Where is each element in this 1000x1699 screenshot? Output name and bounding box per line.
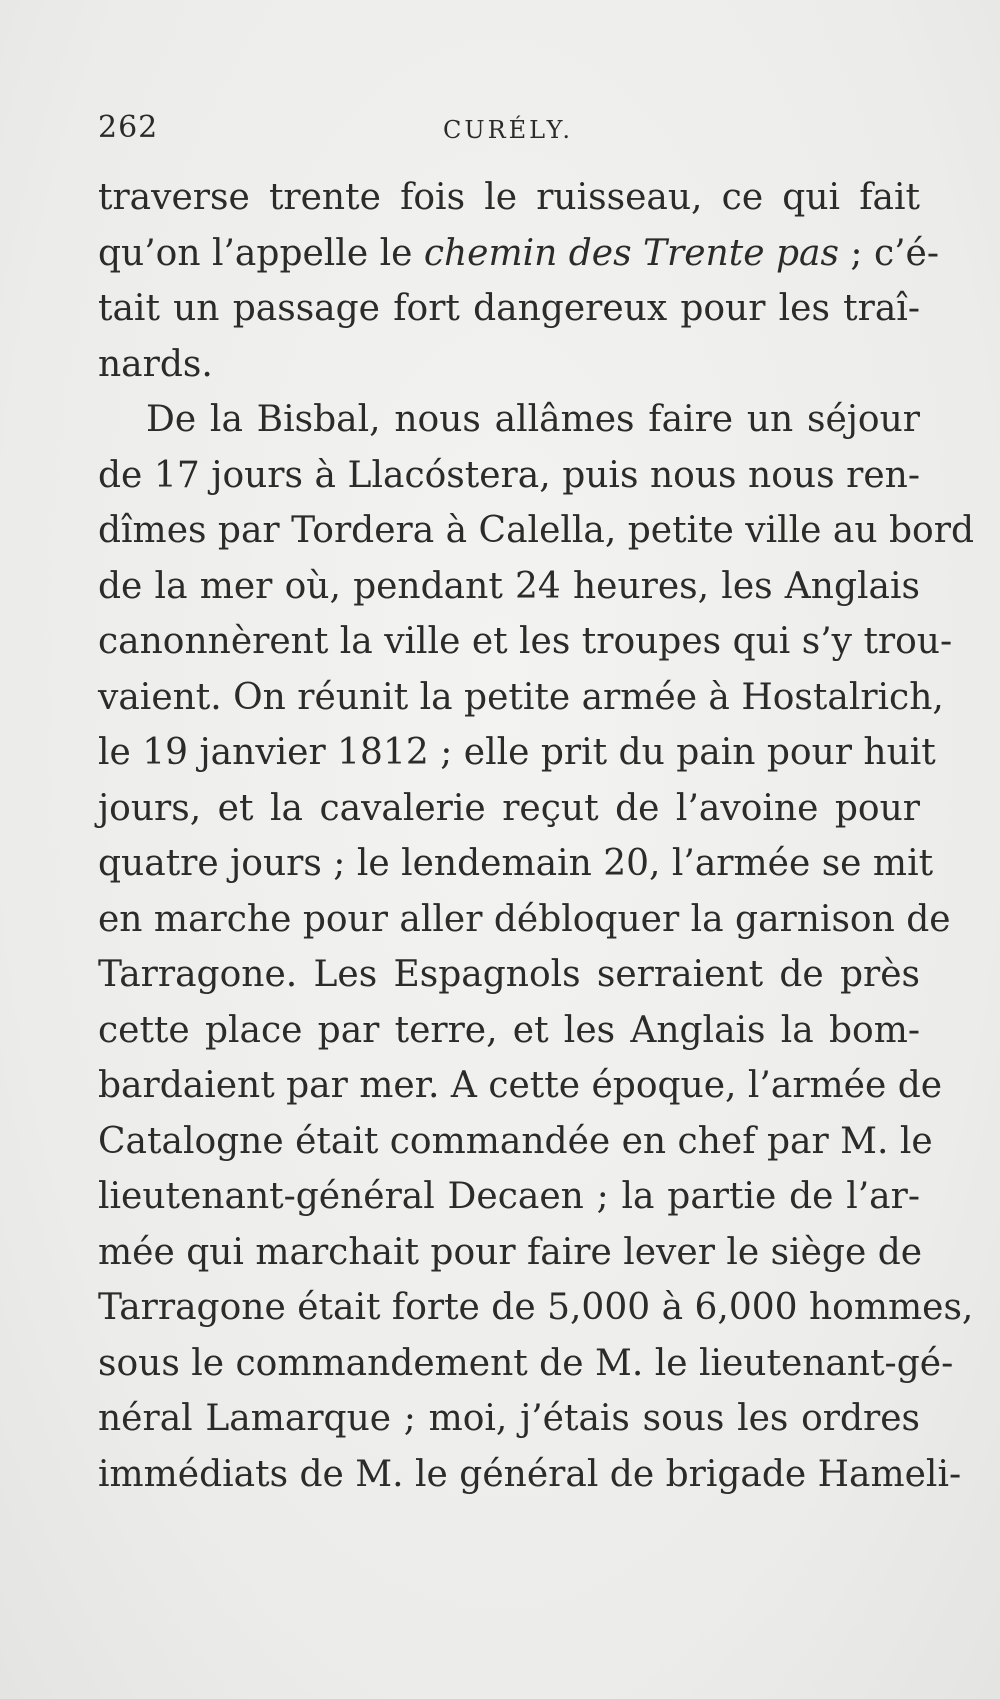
page-number: 262 — [98, 110, 159, 145]
text-line: nards. — [98, 343, 213, 385]
text-line — [98, 226, 940, 282]
text-line: Tarragone. Les Espagnols serraient de près — [98, 954, 920, 995]
text-line: cette place par terre, et les Anglais la bom- — [98, 1009, 920, 1051]
text-line: jours, et la cavalerie reçut de l’avoine pour — [98, 787, 920, 829]
text-line: Catalogne était commandée en chef par M. le — [98, 1120, 933, 1162]
text-line: lieutenant-général Decaen ; la partie de l’ar- — [98, 1176, 920, 1217]
text-line: vaient. On réunit la petite armée à Hostalrich, — [98, 676, 944, 718]
text-line: dîmes par Tordera à Calella, petite ville au bord — [98, 510, 974, 551]
page-header — [98, 110, 918, 150]
text-segment: ; c’é- — [838, 232, 940, 274]
text-line: sous le commandement de M. le lieutenant-gé- — [98, 1342, 954, 1384]
text-line: Tarragone était forte de 5,000 à 6,000 hommes, — [98, 1287, 974, 1328]
text-line: en marche pour aller débloquer la garnison de — [98, 898, 951, 940]
running-head: CURÉLY. — [443, 116, 573, 144]
text-line: tait un passage fort dangereux pour les traî- — [98, 288, 920, 329]
text-line: de la mer où, pendant 24 heures, les Anglais — [98, 565, 920, 607]
body-text — [98, 170, 974, 1502]
text-line: canonnèrent la ville et les troupes qui s’y trou- — [98, 621, 953, 662]
italic-phrase: chemin des Trente pas — [423, 232, 839, 274]
text-line: le 19 janvier 1812 ; elle prit du pain pour huit — [98, 732, 936, 773]
text-line: mée qui marchait pour faire lever le siège de — [98, 1231, 923, 1273]
text-line: De la Bisbal, nous allâmes faire un séjour — [146, 399, 920, 440]
text-line: néral Lamarque ; moi, j’étais sous les ordres — [98, 1398, 920, 1439]
text-segment: qu’on l’appelle le — [98, 232, 424, 274]
text-line: de 17 jours à Llacóstera, puis nous nous ren- — [98, 454, 920, 496]
text-line: bardaient par mer. A cette époque, l’armée de — [98, 1065, 943, 1106]
text-line: immédiats de M. le général de brigade Hameli- — [98, 1453, 962, 1495]
text-line: traverse trente fois le ruisseau, ce qui fait — [98, 177, 920, 218]
text-line: quatre jours ; le lendemain 20, l’armée se mit — [98, 843, 934, 884]
